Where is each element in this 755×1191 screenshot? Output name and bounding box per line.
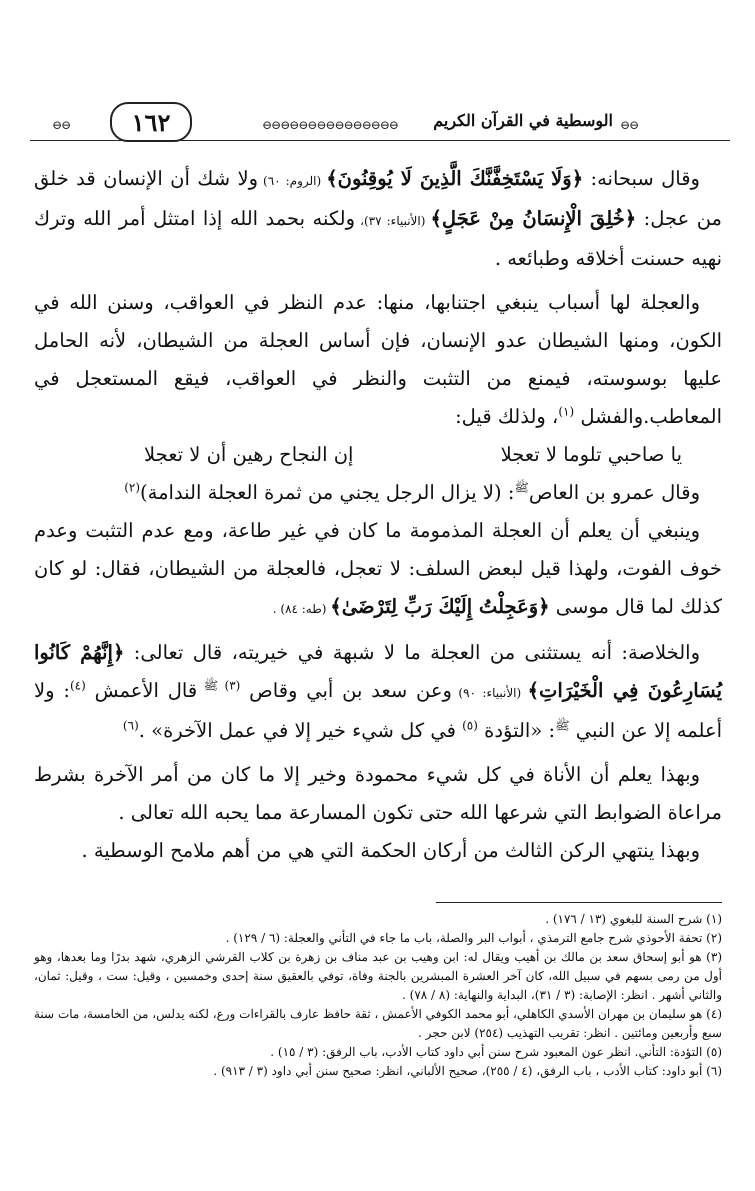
honorific-symbol: ﷺ — [555, 718, 570, 733]
quran-verse: ﴿وَعَجِلْتُ إِلَيْكَ رَبِّ لِتَرْضَىٰ﴾ — [330, 595, 550, 618]
footnote-marker: (٥) — [462, 718, 478, 733]
verse-reference: (الروم: ٦٠) — [258, 174, 327, 188]
verse-reference: (طه: ٨٤) . — [272, 602, 331, 616]
paragraph-5: والخلاصة: أنه يستثنى من العجلة ما لا شبهة في خيريته، قال تعالى: ﴿إِنَّهُمْ كَانُوا يُسَارِعُونَ فِي الْخَيْرَاتِ﴾ (الأنبياء: ٩٠) وعن سعد بن أبي وقاص $^{(٣)}$ $^ﷺ$ قال الأعمش $^{(٤)}$: ولا أعلمه إلا عن النبي $^ﷺ$: «التؤدة $^{(٥)}$ في كل شيء خير إلا في عمل الآخرة» .$^{(٦)}$ — [34, 641, 723, 742]
footnote-5: (٥) التؤدة: التأني. انظر عون المعبود شرح سنن أبي داود كتاب الأدب، باب الرفق: (٣ / ١٥) . — [270, 1045, 722, 1059]
footnote-marker: (٤) — [69, 678, 86, 693]
footnote-marker: (١) — [558, 404, 575, 419]
page-number: ١٦٢ — [131, 107, 171, 137]
verse-first-hemistich: يا صاحبي تلوما لا تعجلا — [500, 443, 682, 466]
paragraph-4: وينبغي أن يعلم أن العجلة المذمومة ما كان في غير طاعة، ومع عدم التثبت وعدم خوف الفوت، ولهذا قيل لبعض السلف: لا تعجل، فالعجلة من الشيطان، فقال: لو كان كذلك لما قال موسى ﴿وَعَجِلْتُ إِلَيْكَ رَبِّ لِتَرْضَىٰ﴾ (طه: ٨٤) . — [34, 519, 722, 618]
paragraph-2: والعجلة لها أسباب ينبغي اجتنابها، منها: عدم النظر في العواقب، وسنن الله في الكون، ومنها الشيطان عدو الإنسان، فإن أساس العجلة من الشيطان، لأنه الحامل عليها بوسوسته، فيمنع من التثبت والنظر في العواقب، فيقع المستعجل في المعاطب.والفشل $^{(١)}$، ولذلك قيل: — [34, 291, 722, 428]
footnote-2: (٢) تحفة الأحوذي شرح جامع الترمذي ، أبواب البر والصلة، باب ما جاء في التأني والعجلة: (٦ / ١٢٩) . — [225, 931, 722, 945]
footnote-3: (٣) هو أبو إسحاق سعد بن مالك بن أهيب ويقال له: ابن وهيب بن عبد مناف بن زهرة بن كلاب القرشي الزهري، شهد بدرًا وما بعدها، وهو أول من رمى بسهم في سبيل الله، كان آخر العشرة المبشرين بالجنة وفاة، توفي بالعقيق سنة إحدى وخمسين ، وقيل: ست ، وقيل: ثمان، والثاني أشهر . انظر: الإصابة: (٣ / ٣١)، البداية والنهاية: (٨ / ٧٨) . — [34, 950, 722, 1002]
footnotes — [34, 910, 722, 1081]
paragraph-1: وقال سبحانه: ﴿وَلَا يَسْتَخِفَّنَّكَ الَّذِينَ لَا يُوقِنُونَ﴾ (الروم: ٦٠) ولا شك أن الإنسان قد خلق من عجل: ﴿خُلِقَ الْإِنسَانُ مِنْ عَجَلٍ﴾ (الأنبياء: ٣٧)، ولكنه بحمد الله إذا امتثل أمر الله وترك نهيه حسنت أخلاقه وطبائعه . — [34, 167, 722, 270]
footnote-6: (٦) أبو داود: كتاب الأدب ، باب الرفق، (٤ / ٢٥٥)، صحيح الألباني، انظر: صحيح سنن أبي داود (٣ / ٩١٣) . — [213, 1064, 722, 1078]
honorific-symbol: ﷺ — [197, 678, 225, 693]
main-text — [34, 160, 722, 870]
paragraph-6: وبهذا يعلم أن الأناة في كل شيء محمودة وخير إلا ما كان من أمر الآخرة بشرط مراعاة الضوابط التي شرعها الله حتى تكون المسارعة مما يحبه الله تعالى . — [34, 763, 722, 824]
paragraph-7: وبهذا ينتهي الركن الثالث من أركان الحكمة التي هي من أهم ملامح الوسطية . — [81, 839, 700, 862]
page-header — [30, 92, 730, 152]
quran-verse: ﴿إِنَّهُمْ كَانُوا يُسَارِعُونَ فِي الْخَيْرَاتِ﴾ — [34, 641, 723, 702]
ornament-left: ⊖⊖ — [52, 118, 71, 132]
paragraph-3: وقال عمرو بن العاص$^ﷺ$: (لا يزال الرجل يجني من ثمرة العجلة الندامة)$^{(٢)}$ — [124, 480, 700, 504]
footnote-1: (١) شرح السنة للبغوي (١٣ / ١٧٦) . — [545, 912, 722, 926]
honorific-symbol: ﷺ — [514, 480, 529, 495]
quran-verse: ﴿خُلِقَ الْإِنسَانُ مِنْ عَجَلٍ﴾ — [430, 207, 637, 230]
header-rule — [30, 140, 730, 141]
footnote-marker: (٣) — [224, 678, 241, 693]
verse-reference: (الأنبياء: ٩٠) — [451, 686, 528, 700]
footnote-marker: (٢) — [124, 480, 141, 495]
poetry-verse — [34, 436, 722, 474]
ornament-chain: ⊖⊖⊖⊖⊖⊖⊖⊖⊖⊖⊖⊖⊖⊖⊖ — [262, 118, 398, 132]
footnote-4: (٤) هو سليمان بن مهران الأسدي الكاهلي، أبو محمد الكوفي الأعمش ، ثقة حافظ عارف بالقراءات ورع، لكنه يدلس، من الخامسة، مات سنة سبع وأربعين ومائتين . انظر: تقريب التهذيب (٢٥٤) لابن حجر . — [34, 1007, 722, 1040]
book-title: الوسطية في القرآن الكريم — [433, 111, 613, 130]
quran-verse: ﴿وَلَا يَسْتَخِفَّنَّكَ الَّذِينَ لَا يُوقِنُونَ﴾ — [326, 167, 584, 190]
footnote-marker: (٦) — [122, 718, 139, 733]
verse-reference: (الأنبياء: ٣٧)، — [355, 214, 431, 228]
ornament-right: ⊖⊖ — [620, 118, 639, 132]
page-number-frame — [110, 102, 192, 142]
footnote-separator — [436, 902, 722, 903]
verse-second-hemistich: إن النجاح رهين أن لا تعجلا — [144, 443, 354, 466]
